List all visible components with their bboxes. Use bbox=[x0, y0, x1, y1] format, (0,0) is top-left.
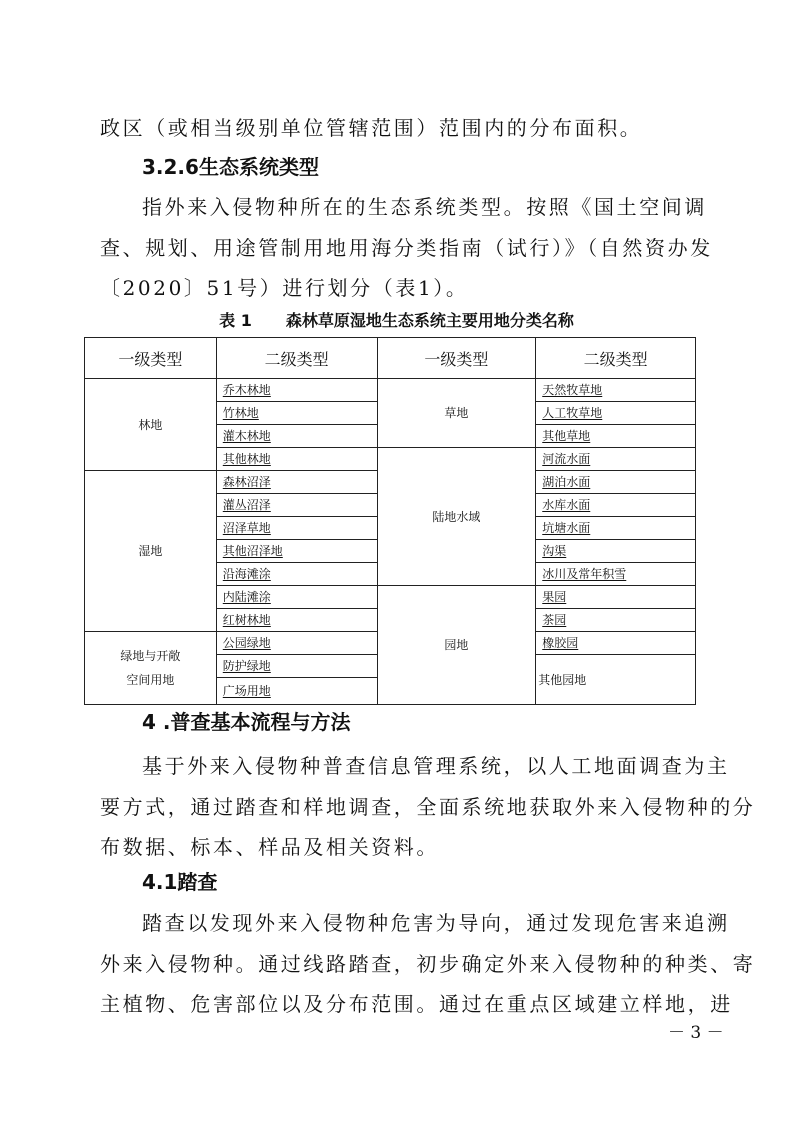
level2-item: 湖泊水面 bbox=[536, 471, 696, 494]
level2-item: 橡胶园 bbox=[536, 632, 696, 655]
level1-orchard: 园地 bbox=[377, 586, 536, 705]
level2-item: 竹林地 bbox=[216, 402, 377, 425]
level1-green-space-line: 绿地与开敞 bbox=[120, 649, 181, 663]
paragraph-line: 基于外来入侵物种普查信息管理系统，以人工地面调查为主 bbox=[142, 754, 730, 778]
table-caption bbox=[0, 308, 793, 334]
table-header: 一级类型 bbox=[85, 338, 217, 379]
paragraph-line: 踏查以发现外来入侵物种危害为导向，通过发现危害来追溯 bbox=[142, 911, 730, 935]
paragraph-line: 指外来入侵物种所在的生态系统类型。按照《国土空间调 bbox=[142, 195, 707, 219]
level2-item: 灌丛沼泽 bbox=[216, 494, 377, 517]
level2-item: 公园绿地 bbox=[216, 632, 377, 655]
table-header: 二级类型 bbox=[216, 338, 377, 379]
level2-item: 坑塘水面 bbox=[536, 517, 696, 540]
level1-wetland: 湿地 bbox=[85, 471, 217, 632]
level2-item: 沼泽草地 bbox=[216, 517, 377, 540]
level2-item: 茶园 bbox=[536, 609, 696, 632]
level2-item: 沟渠 bbox=[536, 540, 696, 563]
paragraph-line: 主植物、危害部位以及分布范围。通过在重点区域建立样地，进 bbox=[100, 992, 733, 1016]
heading-survey-process: 4 .普查基本流程与方法 bbox=[142, 710, 351, 734]
level2-item: 灌木林地 bbox=[216, 425, 377, 448]
level2-item: 森林沼泽 bbox=[216, 471, 377, 494]
level2-item: 果园 bbox=[536, 586, 696, 609]
paragraph-line: 布数据、标本、样品及相关资料。 bbox=[100, 835, 439, 859]
level2-item: 其他沼泽地 bbox=[216, 540, 377, 563]
level1-green-space-line: 空间用地 bbox=[126, 673, 175, 687]
table-header: 一级类型 bbox=[377, 338, 536, 379]
paragraph-line: 要方式，通过踏查和样地调查，全面系统地获取外来入侵物种的分 bbox=[100, 795, 756, 819]
page-number: － 3 － bbox=[668, 1023, 724, 1043]
heading-ecosystem-type: 3.2.6生态系统类型 bbox=[142, 155, 319, 179]
level1-green-space bbox=[85, 632, 217, 705]
table-header: 二级类型 bbox=[536, 338, 696, 379]
paragraph-line: 查、规划、用途管制用地用海分类指南（试行）》（自然资办发 bbox=[100, 236, 713, 260]
level2-item: 广场用地 bbox=[216, 678, 377, 705]
level2-item: 人工牧草地 bbox=[536, 402, 696, 425]
level2-item: 冰川及常年积雪 bbox=[536, 563, 696, 586]
level2-item: 水库水面 bbox=[536, 494, 696, 517]
level1-forest: 林地 bbox=[85, 379, 217, 471]
heading-field-survey: 4.1踏查 bbox=[142, 870, 218, 894]
paragraph-line: 〔2020〕51号）进行划分（表1）。 bbox=[100, 276, 469, 300]
paragraph-line: 外来入侵物种。通过线路踏查，初步确定外来入侵物种的种类、寄 bbox=[100, 952, 756, 976]
level2-item: 沿海滩涂 bbox=[216, 563, 377, 586]
level2-item: 其他草地 bbox=[536, 425, 696, 448]
level2-item: 乔木林地 bbox=[216, 379, 377, 402]
level1-inland-water: 陆地水域 bbox=[377, 448, 536, 586]
level1-grassland: 草地 bbox=[377, 379, 536, 448]
table-title: 森林草原湿地生态系统主要用地分类名称 bbox=[285, 311, 574, 330]
level2-item: 内陆滩涂 bbox=[216, 586, 377, 609]
level2-item-other-orchard: 其他园地 bbox=[536, 655, 696, 705]
table-number: 表 1 bbox=[219, 311, 252, 330]
level2-item: 天然牧草地 bbox=[536, 379, 696, 402]
paragraph-distribution-area: 政区（或相当级别单位管辖范围）范围内的分布面积。 bbox=[100, 116, 643, 140]
level2-item: 防护绿地 bbox=[216, 655, 377, 678]
level2-item: 其他林地 bbox=[216, 448, 377, 471]
level2-item: 河流水面 bbox=[536, 448, 696, 471]
land-use-classification-table bbox=[84, 337, 696, 705]
level2-item: 红树林地 bbox=[216, 609, 377, 632]
